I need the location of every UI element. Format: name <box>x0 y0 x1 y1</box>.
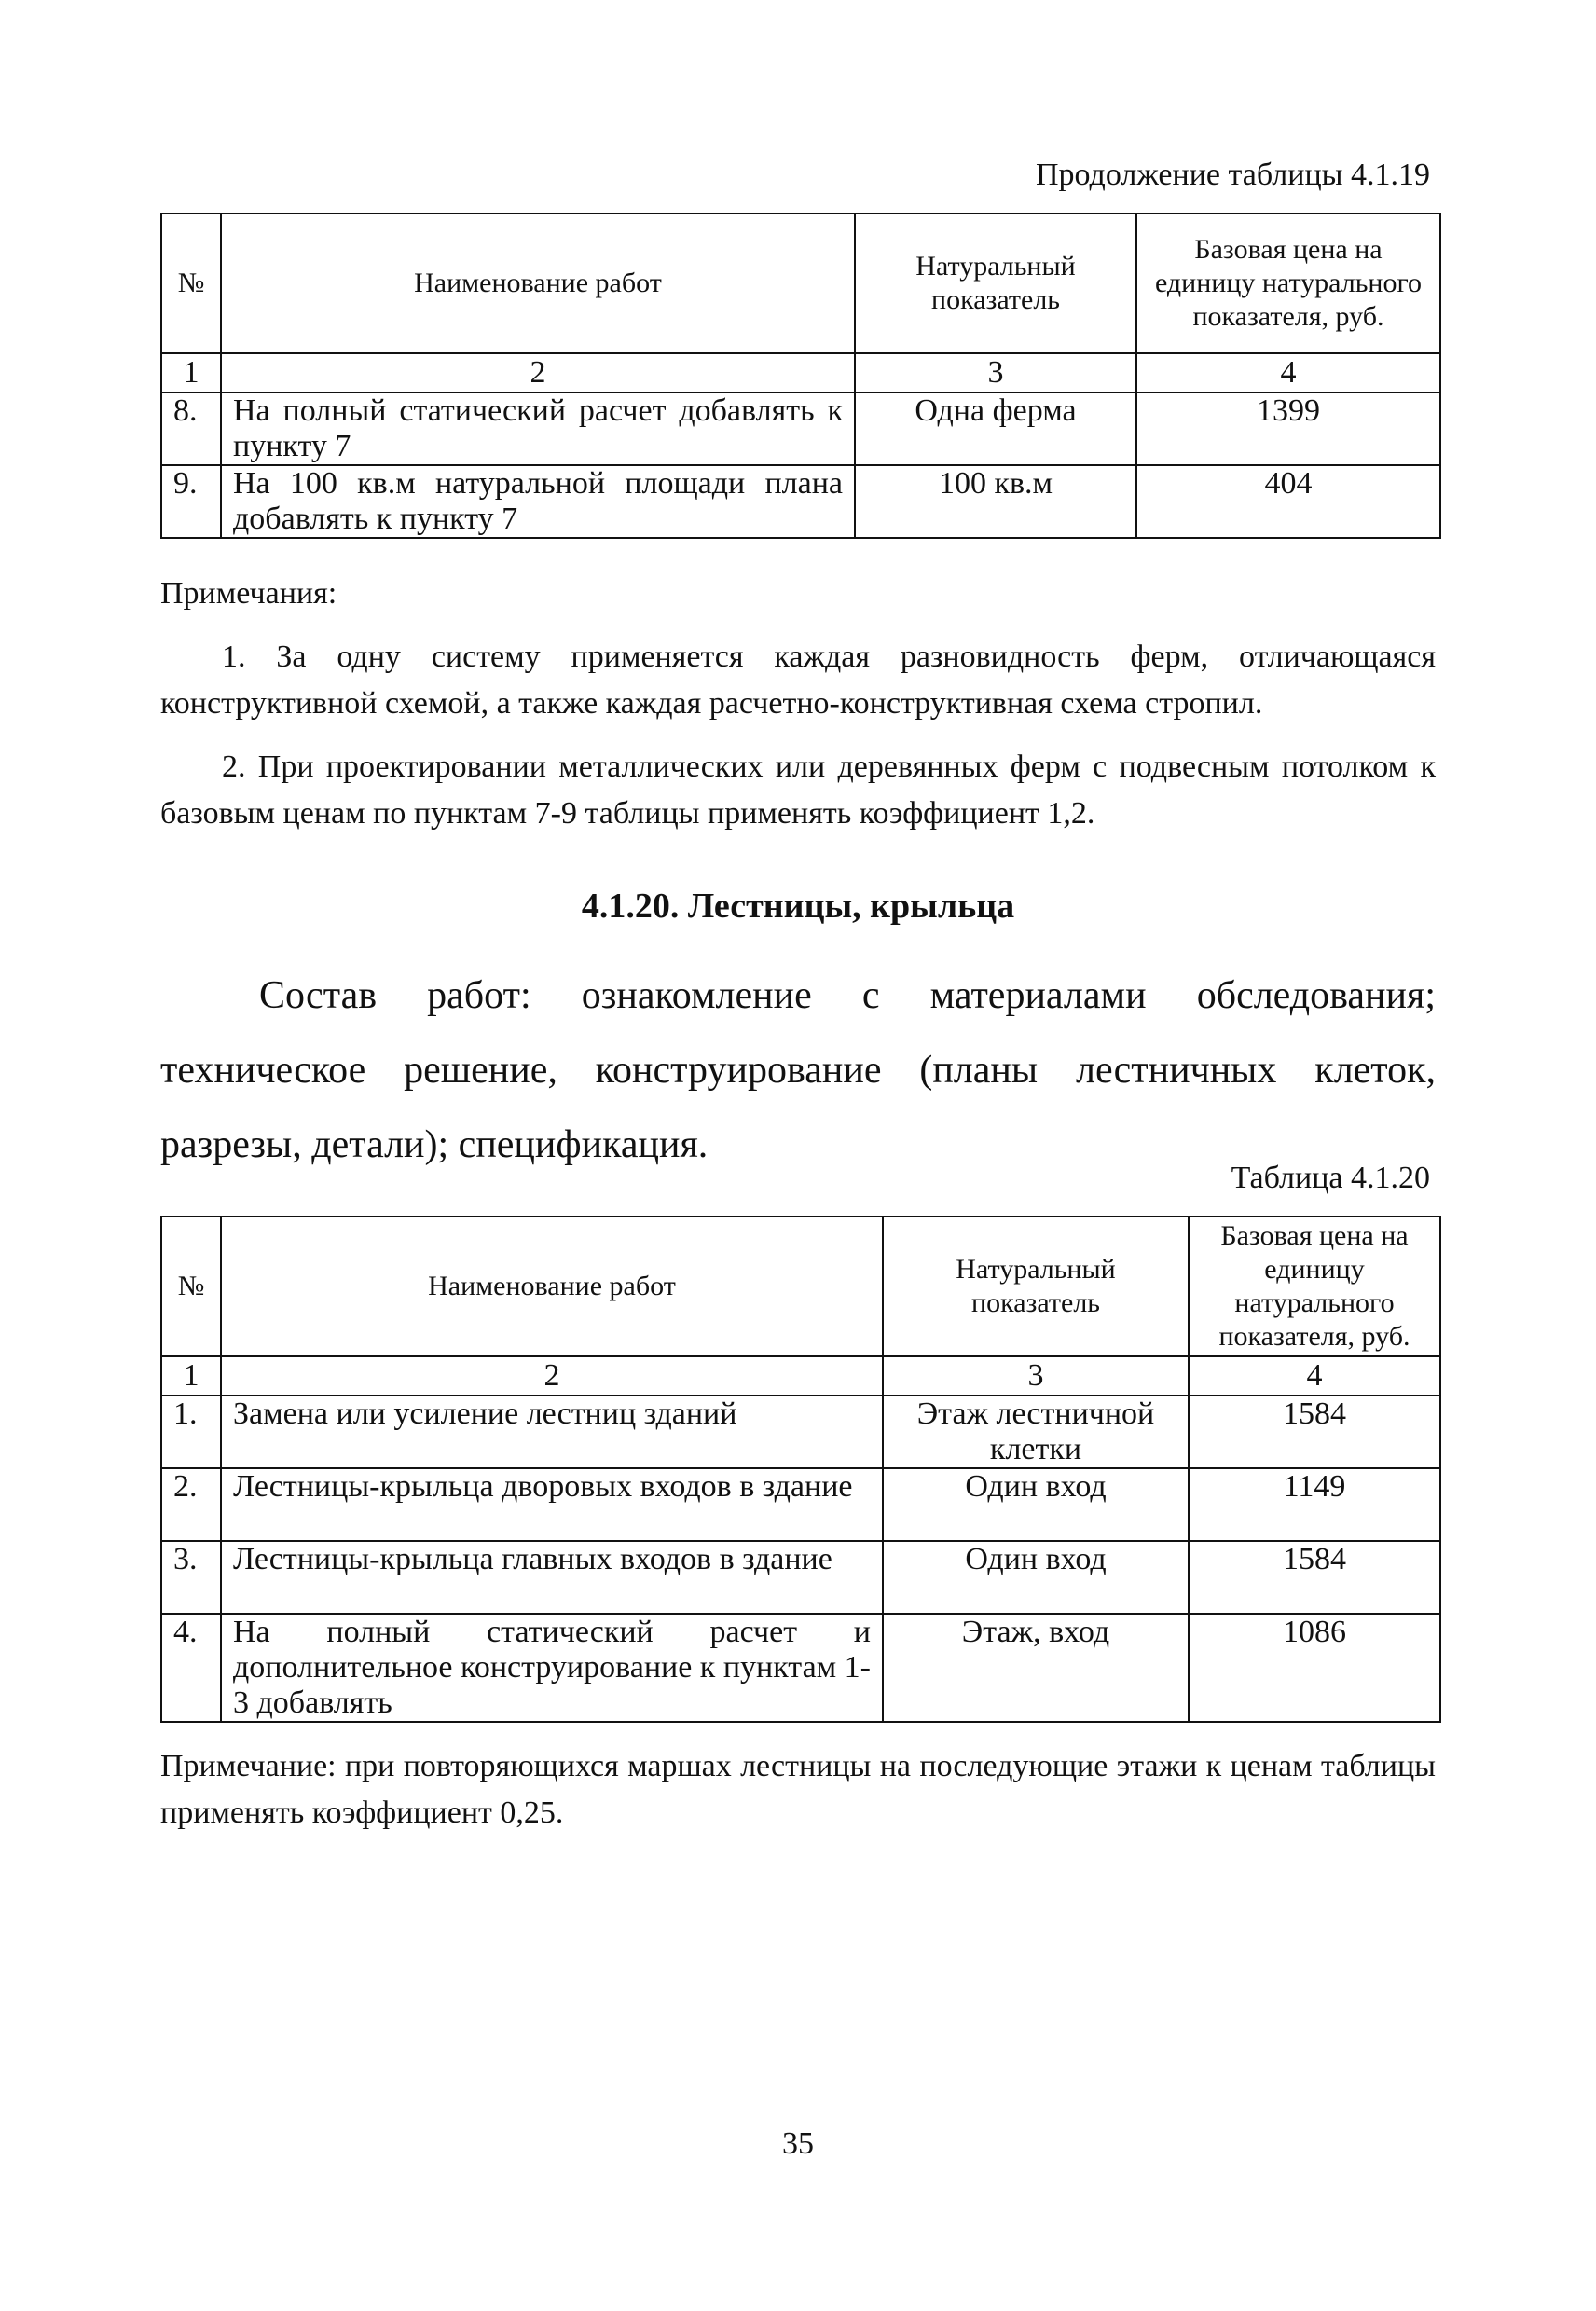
row-name: Лестницы-крыльца главных входов в здание <box>221 1541 883 1614</box>
column-numbers-row <box>161 1356 1440 1396</box>
table-header-row <box>161 1217 1440 1356</box>
row-name: На 100 кв.м натуральной площади плана добавлять к пункту 7 <box>221 465 855 538</box>
row-no: 9. <box>161 465 221 538</box>
header-name: Наименование работ <box>221 213 855 353</box>
colnum: 1 <box>161 353 221 392</box>
header-price: Базовая цена на единицу натурального показателя, руб. <box>1136 213 1440 353</box>
table-4-1-19 <box>160 213 1441 539</box>
row-unit: Этаж, вход <box>883 1614 1189 1722</box>
column-numbers-row <box>161 353 1440 392</box>
header-price: Базовая цена на единицу натурального показателя, руб. <box>1189 1217 1440 1356</box>
composition-paragraph: Состав работ: ознакомление с материалами обследования; техническое решение, конструирование (планы лестничных клеток, разрезы, детали); спецификация. <box>160 974 1436 1166</box>
row-no: 8. <box>161 392 221 465</box>
row-name: Замена или усиление лестниц зданий <box>221 1396 883 1468</box>
header-no: № <box>161 213 221 353</box>
colnum: 2 <box>221 1356 883 1396</box>
colnum: 3 <box>855 353 1136 392</box>
note-item: 2. При проектировании металлических или деревянных ферм с подвесным потолком к базовым ценам по пунктам 7-9 таблицы применять коэффициент 1,2. <box>160 750 1436 831</box>
note-table-4-1-20 <box>160 1743 1436 1836</box>
table-row <box>161 465 1440 538</box>
colnum: 2 <box>221 353 855 392</box>
colnum: 3 <box>883 1356 1189 1396</box>
table-4-1-20 <box>160 1216 1441 1723</box>
table-row <box>161 1541 1440 1614</box>
table-row <box>161 392 1440 465</box>
header-unit: Натуральный показатель <box>883 1217 1189 1356</box>
row-price: 1584 <box>1189 1541 1440 1614</box>
table-row <box>161 1614 1440 1722</box>
row-unit: Один вход <box>883 1468 1189 1541</box>
table2-caption: Таблица 4.1.20 <box>1231 1161 1430 1195</box>
row-price: 1584 <box>1189 1396 1440 1468</box>
row-no: 2. <box>161 1468 221 1541</box>
colnum: 4 <box>1136 353 1440 392</box>
row-name: На полный статический расчет и дополнительное конструирование к пунктам 1-3 добавлять <box>221 1614 883 1722</box>
row-price: 1086 <box>1189 1614 1440 1722</box>
notes-block <box>160 571 1436 837</box>
colnum: 4 <box>1189 1356 1440 1396</box>
table-row <box>161 1468 1440 1541</box>
row-no: 4. <box>161 1614 221 1722</box>
row-price: 404 <box>1136 465 1440 538</box>
notes-title: Примечания: <box>160 576 337 611</box>
header-unit: Натуральный показатель <box>855 213 1136 353</box>
note-text: Примечание: при повторяющихся маршах лестницы на последующие этажи к ценам таблицы применять коэффициент 0,25. <box>160 1749 1436 1830</box>
row-price: 1149 <box>1189 1468 1440 1541</box>
row-unit: Этаж лестничной клетки <box>883 1396 1189 1468</box>
row-unit: Один вход <box>883 1541 1189 1614</box>
row-no: 1. <box>161 1396 221 1468</box>
row-price: 1399 <box>1136 392 1440 465</box>
table-row <box>161 1396 1440 1468</box>
row-name: На полный статический расчет добавлять к пункту 7 <box>221 392 855 465</box>
row-unit: Одна ферма <box>855 392 1136 465</box>
row-unit: 100 кв.м <box>855 465 1136 538</box>
section-title: 4.1.20. Лестницы, крыльца <box>581 887 1015 926</box>
page-number: 35 <box>782 2126 814 2161</box>
note-item: 1. За одну систему применяется каждая разновидность ферм, отличающаяся конструктивной схемой, а также каждая расчетно-конструктивная схема стропил. <box>160 640 1436 721</box>
table1-caption: Продолжение таблицы 4.1.19 <box>1035 158 1430 192</box>
row-name: Лестницы-крыльца дворовых входов в здание <box>221 1468 883 1541</box>
colnum: 1 <box>161 1356 221 1396</box>
header-no: № <box>161 1217 221 1356</box>
row-no: 3. <box>161 1541 221 1614</box>
table-header-row <box>161 213 1440 353</box>
header-name: Наименование работ <box>221 1217 883 1356</box>
